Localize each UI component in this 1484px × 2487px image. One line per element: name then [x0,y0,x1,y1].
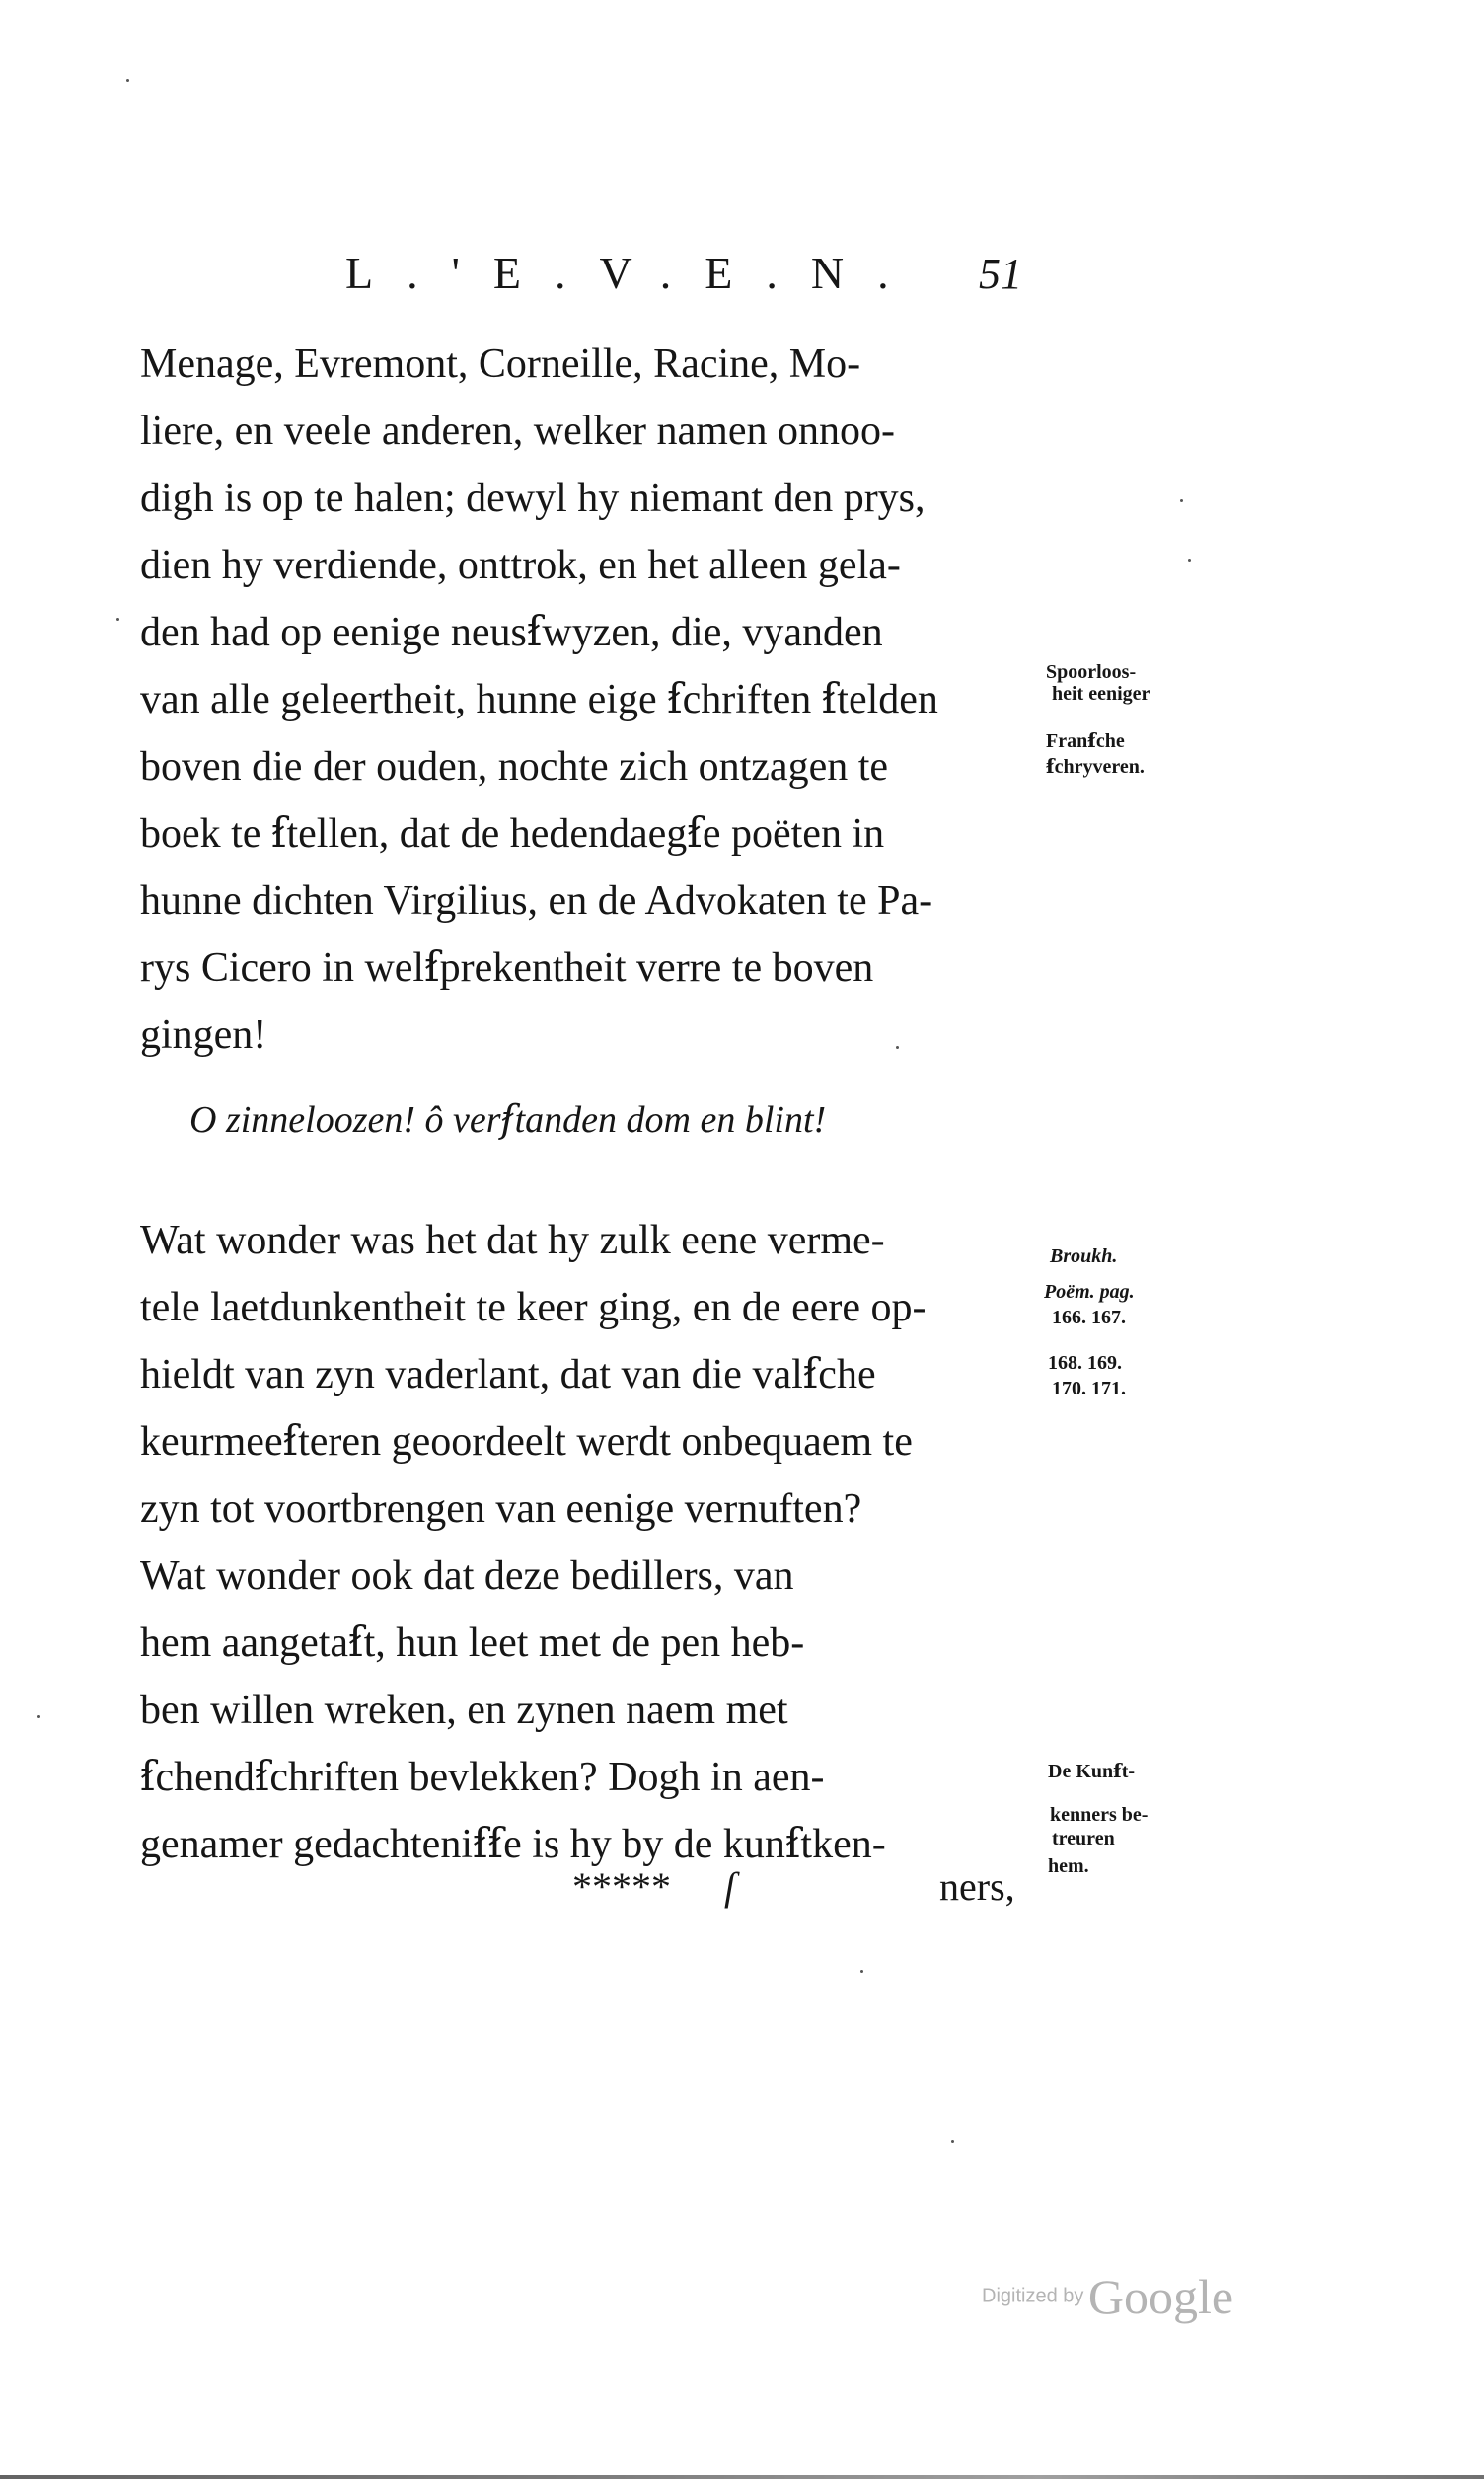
signature-letter: ſ [724,1864,736,1909]
body-line: boek te ẜtellen, dat de hedendaegẜe poëten in [140,811,885,857]
scan-speck [860,1970,863,1973]
margin-note-line: Spoorloos- [1046,661,1137,683]
margin-note-line: 170. 171. [1052,1378,1126,1399]
body-line: liere, en veele anderen, welker namen onnoo- [140,409,895,454]
body-line: genamer gedachteniẜẜe is hy by de kunẜtken- [140,1822,886,1867]
scan-speck [1188,559,1191,562]
body-line: tele laetdunkentheit te keer ging, en de eere op- [140,1285,927,1330]
scan-speck [951,2140,954,2143]
margin-note-line: kenners be- [1050,1804,1149,1826]
verse-quote: O zinneloozen! ô verẜtanden dom en blint! [189,1099,827,1141]
margin-note-line: heit eeniger [1052,683,1150,705]
body-line: boven die der ouden, nochte zich ontzagen te [140,744,889,790]
scan-edge [0,2475,1484,2479]
body-line: gingen! [140,1013,267,1058]
body-line: van alle geleertheit, hunne eige ẜchriften ẜtelden [140,677,938,722]
body-line: hieldt van zyn vaderlant, dat van die valẜche [140,1352,876,1397]
body-line: zyn tot voortbrengen van eenige vernuften? [140,1486,862,1532]
running-head: L.'E.V.E.N. [345,248,923,298]
margin-note-line: De Kunẜt- [1048,1761,1136,1782]
margin-note-line: Poëm. pag. [1044,1281,1135,1303]
scan-speck [896,1046,899,1049]
body-line: dien hy verdiende, onttrok, en het alleen gela- [140,543,901,588]
scan-speck [126,79,129,82]
body-line: hunne dichten Virgilius, en de Advokaten te Pa- [140,878,933,924]
page-number: 51 [979,250,1022,298]
margin-note-line: 166. 167. [1052,1307,1126,1328]
body-line: Wat wonder was het dat hy zulk eene verme- [140,1218,885,1263]
scan-speck [116,618,119,621]
body-line: ẜchendẜchriften bevlekken? Dogh in aen- [140,1755,825,1800]
body-line: rys Cicero in welẜprekentheit verre te boven [140,945,874,991]
margin-note-line: ẜchryveren. [1046,756,1145,778]
signature-mark: ***** [572,1864,671,1909]
body-line: Menage, Evremont, Corneille, Racine, Mo- [140,341,861,387]
body-line: hem aangetaẜt, hun leet met de pen heb- [140,1620,805,1666]
body-line: Wat wonder ook dat deze bedillers, van [140,1553,794,1599]
body-line: ben willen wreken, en zynen naem met [140,1688,788,1733]
body-line: digh is op te halen; dewyl hy niemant den prys, [140,476,926,521]
margin-note-line: hem. [1048,1855,1089,1877]
margin-note-line: 168. 169. [1048,1352,1122,1374]
digitized-watermark [982,2268,1233,2325]
catchword: ners, [939,1864,1015,1909]
margin-note-line: treuren [1052,1828,1115,1849]
google-logo: Google [1087,2269,1234,2324]
margin-note-line: Broukh. [1050,1245,1118,1267]
scan-speck [37,1715,40,1718]
margin-note-line: Franẜche [1046,730,1125,752]
watermark-prefix: Digitized by [982,2285,1084,2307]
body-line: keurmeeẜteren geoordeelt werdt onbequaem te [140,1419,913,1465]
body-line: den had op eenige neusẜwyzen, die, vyanden [140,610,883,655]
scan-speck [1180,499,1183,502]
